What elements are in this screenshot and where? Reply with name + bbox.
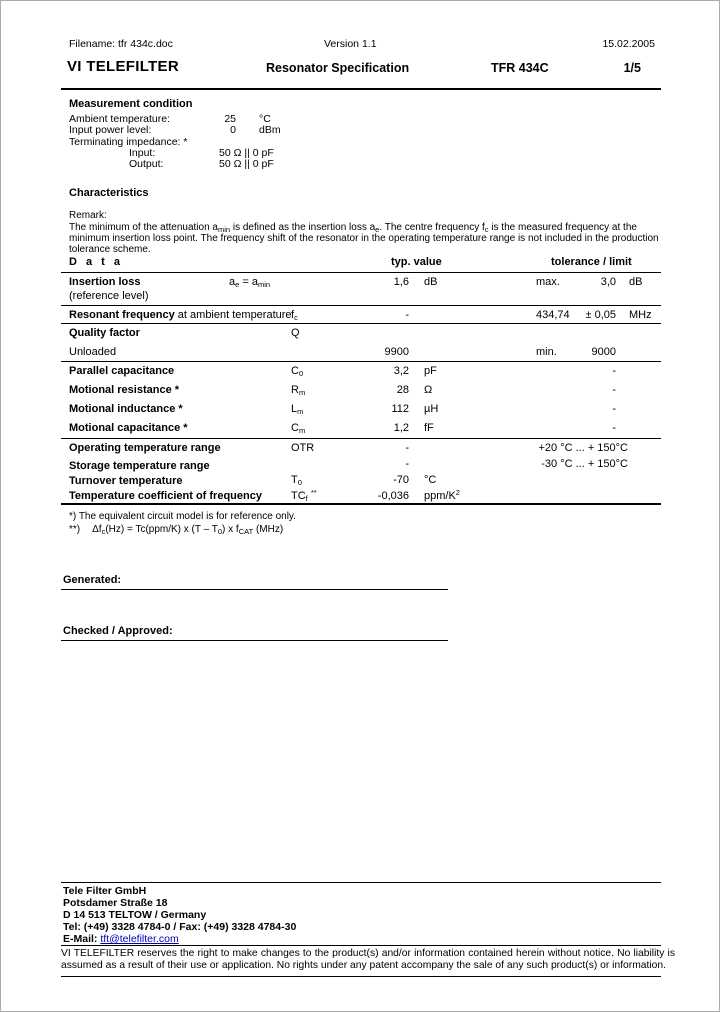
tolerance-qualifier: max. [536,276,560,288]
tolerance-value: - [612,384,616,396]
typ-value: 1,2 [393,422,409,434]
param-label-wrap [69,422,188,434]
approved-sign-line [61,625,448,641]
version-text: Version 1.1 [324,38,377,50]
table-row [61,306,661,324]
tolerance-unit: dB [629,276,643,288]
footer-email-line [63,933,661,945]
typ-value: - [405,309,409,321]
typ-value: -70 [393,474,409,486]
tolerance-unit: MHz [629,309,652,321]
footnote-2 [69,524,661,535]
param-label-wrap [69,276,141,288]
typ-value: - [405,442,409,454]
company-logo-text: VI TELEFILTER [67,58,179,75]
table-row [61,273,661,306]
measurement-row [61,136,661,147]
typ-value: 3,2 [393,365,409,377]
measurement-condition-section [61,98,661,169]
page-number: 1/5 [623,61,641,75]
param-label-wrap [69,327,140,339]
tolerance-value: 3,0 [600,276,616,288]
param-label-wrap [69,475,183,487]
characteristics-heading: Characteristics [69,187,149,199]
param-symbol: $C_m$ [291,422,306,435]
typ-unit: °C [424,474,437,486]
measurement-row [61,147,661,158]
footer-company: Tele Filter GmbH [63,885,147,897]
tolerance-value: 9000 [591,346,616,358]
table-row [61,439,661,457]
measurement-value: 0 [230,124,236,137]
part-number: TFR 434C [491,61,549,75]
measurement-impedance-value: 50 Ω || 0 pF [219,146,274,159]
footer-street: Potsdamer Straße 18 [63,897,168,910]
param-label-wrap [69,442,221,454]
param-label-wrap [69,460,210,472]
param-label: Storage temperature range [69,460,210,472]
email-link[interactable]: tft@telefilter.com [100,933,179,946]
filename-text: Filename: tfr 434c.doc [69,38,173,50]
param-symbol: $f_c$ [291,309,298,322]
param-symbol: $a_e = a_{min}$ [229,276,271,289]
param-label-line2: (reference level) [69,289,149,302]
footnote-1: *) The equivalent circuit model is for reference only. [69,511,296,522]
typ-value: 28 [396,384,409,396]
column-header-tolerance: tolerance / limit [551,256,632,268]
param-symbol: $C_0$ [291,365,304,378]
table-body [61,273,661,505]
param-symbol: $T_0$ [291,474,302,487]
typ-unit: pF [424,365,437,377]
tolerance-value: - [612,403,616,415]
header-title-row [61,58,661,82]
param-label-wrap [69,490,262,502]
measurement-value: 25 [224,113,236,125]
param-label-wrap [69,384,179,396]
column-header-data: D a t a [69,256,124,268]
param-label-wrap [69,365,174,377]
measurement-label: Input power level: [69,124,152,137]
typ-value: 1,6 [393,276,409,288]
header-meta-row [61,38,661,52]
param-label: Resonant frequency [69,309,175,321]
param-label: Parallel capacitance [69,365,175,377]
approved-label: Checked / Approved: [63,625,173,637]
table-row [61,324,661,343]
param-label-wrap [69,346,116,358]
param-symbol: $L_m$ [291,403,304,416]
header-divider [61,88,661,90]
typ-value: - [405,458,409,470]
measurement-unit: dBm [259,124,281,137]
remark-text: The minimum of the attenuation $a_{min}$ is defined as the insertion loss $a_e$. The centre frequency $f_c$ is the measured frequency at the minimum insertion loss point. The frequency shift of the resonator in the operating temperature range is not included in the production tolerance scheme. [69,222,659,256]
typ-value: 9900 [384,346,409,358]
table-row [61,362,661,381]
generated-sign-line [61,574,448,590]
characteristics-section [61,187,676,256]
param-label: Temperature coefficient of frequency [69,490,262,502]
measurement-label: Ambient temperature: [69,113,170,125]
footer-divider-top [61,882,661,883]
param-label: Turnover temperature [69,475,183,487]
typ-unit: fF [424,422,434,434]
param-label-wrap [69,403,183,415]
measurement-unit: °C [259,113,271,125]
param-label: Quality factor [69,327,140,339]
typ-unit: Ω [424,384,433,396]
param-symbol: OTR [291,442,315,454]
param-symbol: $R_m$ [291,384,306,397]
param-label: Motional capacitance * [69,422,188,434]
footnotes [61,511,661,535]
measurement-row [61,158,661,169]
table-row [61,381,661,400]
footer-address-block [61,885,661,945]
measurement-label: Input: [129,146,156,159]
measurement-rows [61,113,661,169]
disclaimer-text: VI TELEFILTER reserves the right to make changes to the product(s) and/or information contained herein without notice. No liability is assumed as a result of their use or application. No rights under any patent accompany the sale of any such product(s) or information. [61,948,675,971]
typ-unit: ppm/$K^2$ [424,488,460,502]
data-table [61,254,661,505]
typ-value: 112 [391,403,409,415]
date-text: 15.02.2005 [602,38,655,50]
typ-unit: dB [424,276,438,288]
measurement-impedance-value: 50 Ω || 0 pF [219,158,274,171]
table-header-row [61,254,661,273]
measurement-heading: Measurement condition [69,98,193,110]
tolerance-range: -30 °C ... + 150°C [541,458,628,470]
table-row [61,419,661,439]
typ-unit: µH [424,403,439,415]
param-symbol: Q [291,327,300,339]
typ-value: -0,036 [377,490,409,502]
param-label: Insertion loss [69,276,141,288]
tolerance-value: - [612,422,616,434]
tolerance-value: ± 0,05 [585,309,616,321]
measurement-row [61,124,661,135]
table-row [61,343,661,362]
param-label: Motional resistance * [69,384,180,396]
table-row [61,457,661,472]
document-title: Resonator Specification [266,61,410,75]
disclaimer-divider-bottom [61,976,661,977]
tolerance-qualifier: 434,74 [536,309,570,321]
measurement-label: Terminating impedance: * [69,135,188,148]
footer-phone: Tel: (+49) 3328 4784-0 / Fax: (+49) 3328 4784-30 [63,921,297,934]
footnote-2-formula: $\Delta f_c(Hz) = Tc(ppm/K)$ x $(T - T_0)$ x $f_{CAT}$ (MHz) [92,524,284,536]
column-header-typ-value: typ. value [391,256,442,268]
table-row [61,488,661,505]
param-label: Operating temperature range [69,442,221,454]
param-label: Motional inductance * [69,403,183,415]
measurement-label: Output: [129,158,164,171]
param-label-plain: Unloaded [69,346,117,358]
table-row [61,472,661,488]
param-label-wrap [69,309,292,321]
table-row [61,400,661,419]
measurement-row [61,113,661,124]
tolerance-value: - [612,365,616,377]
param-symbol: $TC_f$ ** [291,488,317,503]
tolerance-qualifier: min. [536,346,557,358]
footer-city: D 14 513 TELTOW / Germany [63,909,207,922]
remark-label: Remark: [69,210,107,221]
tolerance-range: +20 °C ... + 150°C [538,442,628,454]
email-label: E-Mail: [63,933,98,946]
disclaimer-divider-top [61,945,661,946]
param-label-rest: at ambient temperature [174,309,292,321]
generated-label: Generated: [63,574,122,586]
footnote-2-marker: **) [69,524,81,535]
